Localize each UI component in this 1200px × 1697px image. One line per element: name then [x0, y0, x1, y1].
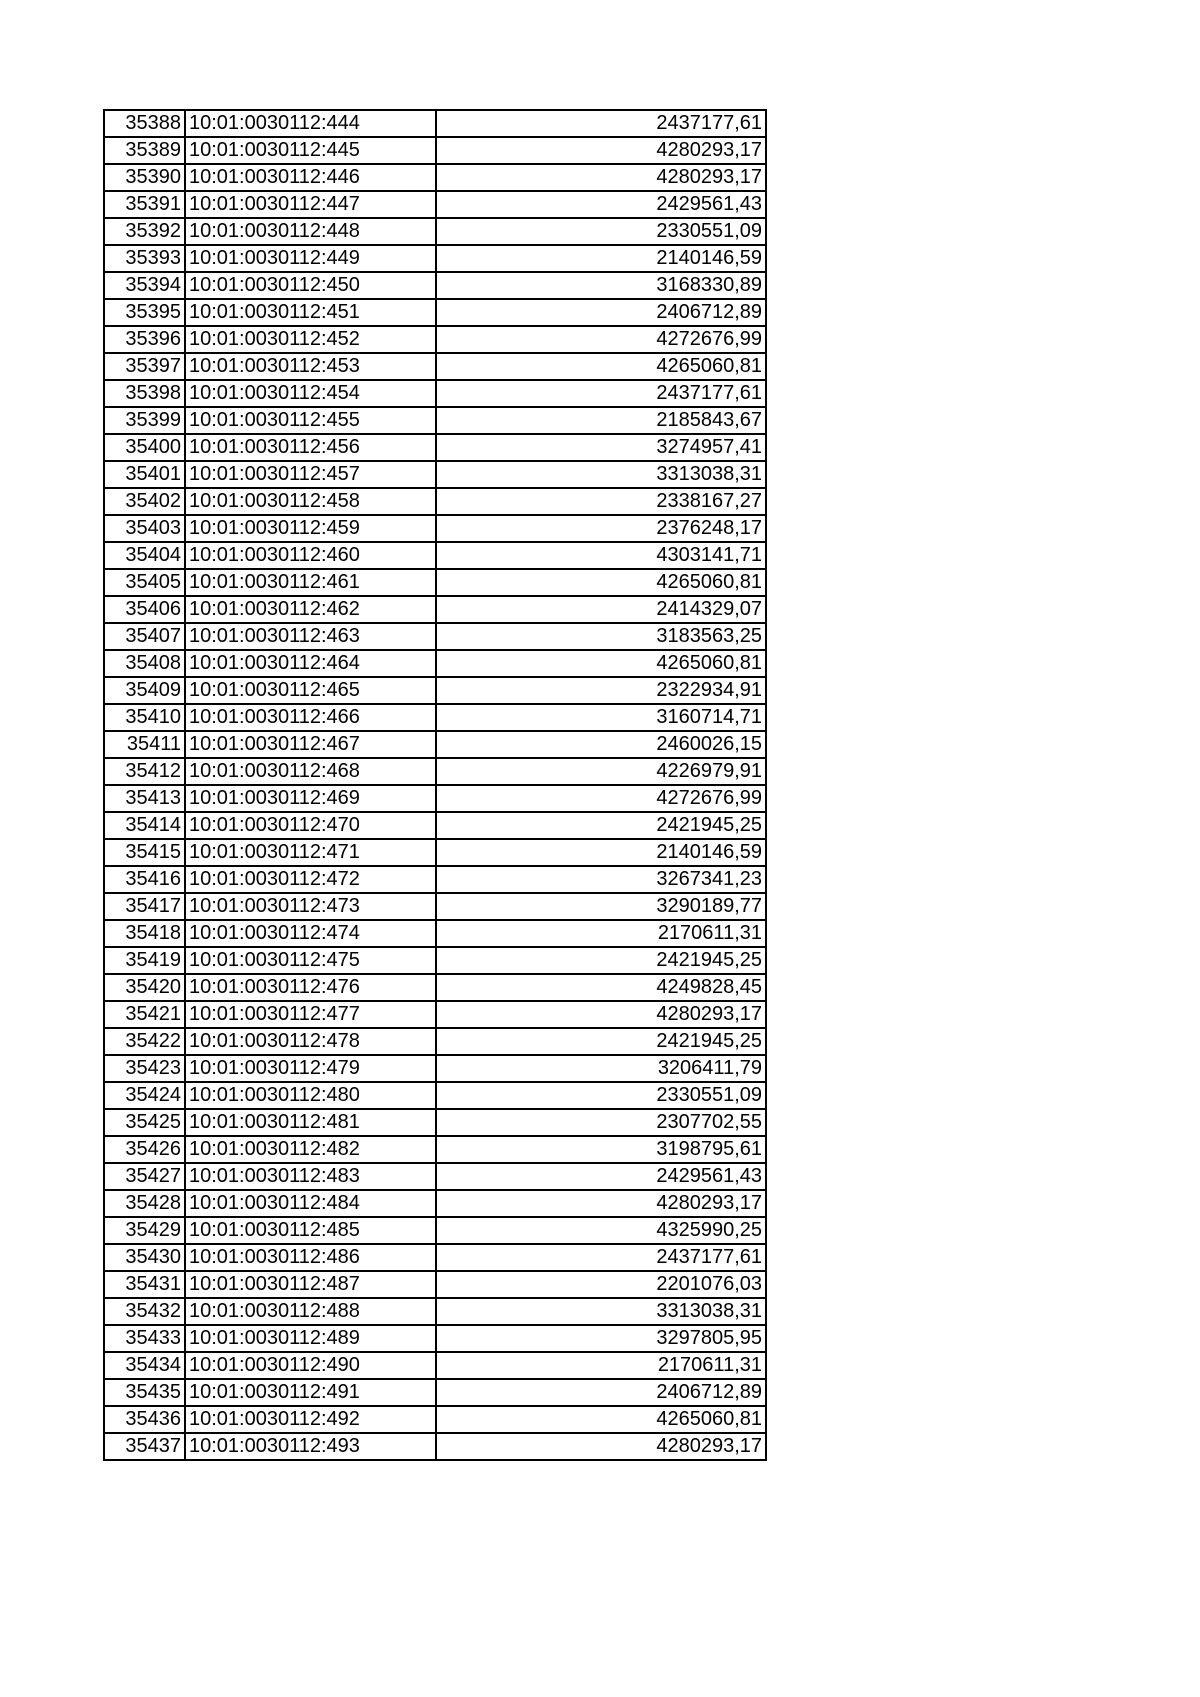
value-cell: 3290189,77	[436, 893, 766, 920]
cadastral-number-cell: 10:01:0030112:461	[185, 569, 436, 596]
table-row	[104, 839, 766, 866]
value-cell: 4272676,99	[436, 326, 766, 353]
table-row	[104, 218, 766, 245]
table-row	[104, 299, 766, 326]
table-row	[104, 812, 766, 839]
value-cell: 2421945,25	[436, 812, 766, 839]
cadastral-number-cell: 10:01:0030112:474	[185, 920, 436, 947]
table-row	[104, 623, 766, 650]
row-number-cell: 35399	[104, 407, 185, 434]
row-number-cell: 35426	[104, 1136, 185, 1163]
row-number-cell: 35417	[104, 893, 185, 920]
cadastral-number-cell: 10:01:0030112:444	[185, 110, 436, 137]
table-row	[104, 1190, 766, 1217]
table-row	[104, 191, 766, 218]
cadastral-number-cell: 10:01:0030112:478	[185, 1028, 436, 1055]
row-number-cell: 35425	[104, 1109, 185, 1136]
row-number-cell: 35400	[104, 434, 185, 461]
table-row	[104, 1028, 766, 1055]
cadastral-number-cell: 10:01:0030112:453	[185, 353, 436, 380]
value-cell: 3168330,89	[436, 272, 766, 299]
cadastral-number-cell: 10:01:0030112:450	[185, 272, 436, 299]
cadastral-number-cell: 10:01:0030112:462	[185, 596, 436, 623]
cadastral-number-cell: 10:01:0030112:475	[185, 947, 436, 974]
value-cell: 2330551,09	[436, 1082, 766, 1109]
data-table	[103, 109, 767, 1461]
table-body	[104, 110, 766, 1460]
cadastral-number-cell: 10:01:0030112:472	[185, 866, 436, 893]
table-row	[104, 947, 766, 974]
table-row	[104, 461, 766, 488]
row-number-cell: 35436	[104, 1406, 185, 1433]
table-row	[104, 1055, 766, 1082]
cadastral-number-cell: 10:01:0030112:492	[185, 1406, 436, 1433]
row-number-cell: 35435	[104, 1379, 185, 1406]
row-number-cell: 35415	[104, 839, 185, 866]
table-row	[104, 272, 766, 299]
value-cell: 4280293,17	[436, 1001, 766, 1028]
cadastral-number-cell: 10:01:0030112:469	[185, 785, 436, 812]
table-row	[104, 1163, 766, 1190]
cadastral-number-cell: 10:01:0030112:479	[185, 1055, 436, 1082]
cadastral-number-cell: 10:01:0030112:481	[185, 1109, 436, 1136]
cadastral-number-cell: 10:01:0030112:482	[185, 1136, 436, 1163]
cadastral-number-cell: 10:01:0030112:487	[185, 1271, 436, 1298]
table-row	[104, 1298, 766, 1325]
value-cell: 2185843,67	[436, 407, 766, 434]
value-cell: 2406712,89	[436, 299, 766, 326]
row-number-cell: 35411	[104, 731, 185, 758]
table-row	[104, 542, 766, 569]
row-number-cell: 35430	[104, 1244, 185, 1271]
table-row	[104, 731, 766, 758]
cadastral-number-cell: 10:01:0030112:470	[185, 812, 436, 839]
table-row	[104, 488, 766, 515]
value-cell: 4265060,81	[436, 353, 766, 380]
value-cell: 2460026,15	[436, 731, 766, 758]
value-cell: 4226979,91	[436, 758, 766, 785]
cadastral-number-cell: 10:01:0030112:483	[185, 1163, 436, 1190]
table-row	[104, 1433, 766, 1460]
row-number-cell: 35409	[104, 677, 185, 704]
cadastral-number-cell: 10:01:0030112:466	[185, 704, 436, 731]
value-cell: 2338167,27	[436, 488, 766, 515]
table-row	[104, 704, 766, 731]
table-row	[104, 569, 766, 596]
row-number-cell: 35428	[104, 1190, 185, 1217]
value-cell: 3313038,31	[436, 461, 766, 488]
table-row	[104, 677, 766, 704]
table-row	[104, 407, 766, 434]
value-cell: 4265060,81	[436, 1406, 766, 1433]
value-cell: 2170611,31	[436, 1352, 766, 1379]
value-cell: 2201076,03	[436, 1271, 766, 1298]
value-cell: 2421945,25	[436, 947, 766, 974]
value-cell: 3160714,71	[436, 704, 766, 731]
cadastral-number-cell: 10:01:0030112:477	[185, 1001, 436, 1028]
cadastral-number-cell: 10:01:0030112:455	[185, 407, 436, 434]
table-row	[104, 650, 766, 677]
table-row	[104, 1379, 766, 1406]
row-number-cell: 35404	[104, 542, 185, 569]
row-number-cell: 35405	[104, 569, 185, 596]
row-number-cell: 35419	[104, 947, 185, 974]
value-cell: 3183563,25	[436, 623, 766, 650]
value-cell: 4249828,45	[436, 974, 766, 1001]
table-row	[104, 1325, 766, 1352]
table-row	[104, 1244, 766, 1271]
cadastral-number-cell: 10:01:0030112:490	[185, 1352, 436, 1379]
row-number-cell: 35398	[104, 380, 185, 407]
cadastral-number-cell: 10:01:0030112:456	[185, 434, 436, 461]
row-number-cell: 35393	[104, 245, 185, 272]
cadastral-number-cell: 10:01:0030112:460	[185, 542, 436, 569]
cadastral-number-cell: 10:01:0030112:465	[185, 677, 436, 704]
value-cell: 2170611,31	[436, 920, 766, 947]
value-cell: 4272676,99	[436, 785, 766, 812]
value-cell: 3313038,31	[436, 1298, 766, 1325]
row-number-cell: 35389	[104, 137, 185, 164]
cadastral-number-cell: 10:01:0030112:452	[185, 326, 436, 353]
table-row	[104, 1109, 766, 1136]
table-row	[104, 920, 766, 947]
cadastral-number-cell: 10:01:0030112:476	[185, 974, 436, 1001]
value-cell: 2429561,43	[436, 191, 766, 218]
value-cell: 4303141,71	[436, 542, 766, 569]
cadastral-number-cell: 10:01:0030112:448	[185, 218, 436, 245]
table-row	[104, 1136, 766, 1163]
cadastral-number-cell: 10:01:0030112:473	[185, 893, 436, 920]
table-row	[104, 1406, 766, 1433]
cadastral-number-cell: 10:01:0030112:471	[185, 839, 436, 866]
row-number-cell: 35414	[104, 812, 185, 839]
row-number-cell: 35410	[104, 704, 185, 731]
table-row	[104, 785, 766, 812]
row-number-cell: 35412	[104, 758, 185, 785]
value-cell: 3198795,61	[436, 1136, 766, 1163]
cadastral-number-cell: 10:01:0030112:451	[185, 299, 436, 326]
cadastral-number-cell: 10:01:0030112:446	[185, 164, 436, 191]
cadastral-number-cell: 10:01:0030112:468	[185, 758, 436, 785]
row-number-cell: 35395	[104, 299, 185, 326]
row-number-cell: 35401	[104, 461, 185, 488]
row-number-cell: 35388	[104, 110, 185, 137]
row-number-cell: 35416	[104, 866, 185, 893]
value-cell: 4265060,81	[436, 569, 766, 596]
row-number-cell: 35434	[104, 1352, 185, 1379]
row-number-cell: 35420	[104, 974, 185, 1001]
cadastral-number-cell: 10:01:0030112:493	[185, 1433, 436, 1460]
table-row	[104, 596, 766, 623]
row-number-cell: 35427	[104, 1163, 185, 1190]
row-number-cell: 35423	[104, 1055, 185, 1082]
table-row	[104, 353, 766, 380]
value-cell: 2437177,61	[436, 110, 766, 137]
cadastral-number-cell: 10:01:0030112:488	[185, 1298, 436, 1325]
row-number-cell: 35432	[104, 1298, 185, 1325]
cadastral-number-cell: 10:01:0030112:480	[185, 1082, 436, 1109]
table-row	[104, 1271, 766, 1298]
table-row	[104, 974, 766, 1001]
cadastral-number-cell: 10:01:0030112:467	[185, 731, 436, 758]
value-cell: 2429561,43	[436, 1163, 766, 1190]
value-cell: 2322934,91	[436, 677, 766, 704]
cadastral-number-cell: 10:01:0030112:485	[185, 1217, 436, 1244]
value-cell: 2437177,61	[436, 380, 766, 407]
row-number-cell: 35396	[104, 326, 185, 353]
value-cell: 2376248,17	[436, 515, 766, 542]
cadastral-number-cell: 10:01:0030112:486	[185, 1244, 436, 1271]
table-row	[104, 1082, 766, 1109]
table-row	[104, 245, 766, 272]
row-number-cell: 35431	[104, 1271, 185, 1298]
table-row	[104, 758, 766, 785]
cadastral-number-cell: 10:01:0030112:464	[185, 650, 436, 677]
cadastral-number-cell: 10:01:0030112:491	[185, 1379, 436, 1406]
table-row	[104, 110, 766, 137]
row-number-cell: 35413	[104, 785, 185, 812]
table-row	[104, 1217, 766, 1244]
row-number-cell: 35390	[104, 164, 185, 191]
value-cell: 2140146,59	[436, 839, 766, 866]
table-row	[104, 380, 766, 407]
row-number-cell: 35407	[104, 623, 185, 650]
cadastral-number-cell: 10:01:0030112:463	[185, 623, 436, 650]
value-cell: 3274957,41	[436, 434, 766, 461]
row-number-cell: 35397	[104, 353, 185, 380]
value-cell: 2307702,55	[436, 1109, 766, 1136]
table-row	[104, 164, 766, 191]
value-cell: 3297805,95	[436, 1325, 766, 1352]
table-row	[104, 515, 766, 542]
value-cell: 2421945,25	[436, 1028, 766, 1055]
row-number-cell: 35437	[104, 1433, 185, 1460]
table-row	[104, 1001, 766, 1028]
cadastral-number-cell: 10:01:0030112:459	[185, 515, 436, 542]
row-number-cell: 35433	[104, 1325, 185, 1352]
row-number-cell: 35418	[104, 920, 185, 947]
value-cell: 4280293,17	[436, 164, 766, 191]
value-cell: 2414329,07	[436, 596, 766, 623]
row-number-cell: 35406	[104, 596, 185, 623]
cadastral-number-cell: 10:01:0030112:457	[185, 461, 436, 488]
value-cell: 3267341,23	[436, 866, 766, 893]
value-cell: 4265060,81	[436, 650, 766, 677]
value-cell: 2330551,09	[436, 218, 766, 245]
value-cell: 4280293,17	[436, 137, 766, 164]
cadastral-number-cell: 10:01:0030112:445	[185, 137, 436, 164]
value-cell: 4280293,17	[436, 1190, 766, 1217]
row-number-cell: 35394	[104, 272, 185, 299]
value-cell: 4280293,17	[436, 1433, 766, 1460]
row-number-cell: 35429	[104, 1217, 185, 1244]
cadastral-number-cell: 10:01:0030112:454	[185, 380, 436, 407]
cadastral-number-cell: 10:01:0030112:447	[185, 191, 436, 218]
cadastral-number-cell: 10:01:0030112:458	[185, 488, 436, 515]
value-cell: 2140146,59	[436, 245, 766, 272]
row-number-cell: 35424	[104, 1082, 185, 1109]
table-row	[104, 326, 766, 353]
row-number-cell: 35408	[104, 650, 185, 677]
row-number-cell: 35392	[104, 218, 185, 245]
value-cell: 3206411,79	[436, 1055, 766, 1082]
table-row	[104, 137, 766, 164]
cadastral-number-cell: 10:01:0030112:449	[185, 245, 436, 272]
cadastral-number-cell: 10:01:0030112:489	[185, 1325, 436, 1352]
table-row	[104, 866, 766, 893]
row-number-cell: 35402	[104, 488, 185, 515]
row-number-cell: 35403	[104, 515, 185, 542]
value-cell: 2437177,61	[436, 1244, 766, 1271]
value-cell: 4325990,25	[436, 1217, 766, 1244]
row-number-cell: 35422	[104, 1028, 185, 1055]
table-row	[104, 893, 766, 920]
cadastral-number-cell: 10:01:0030112:484	[185, 1190, 436, 1217]
table-row	[104, 1352, 766, 1379]
value-cell: 2406712,89	[436, 1379, 766, 1406]
table-row	[104, 434, 766, 461]
row-number-cell: 35421	[104, 1001, 185, 1028]
row-number-cell: 35391	[104, 191, 185, 218]
